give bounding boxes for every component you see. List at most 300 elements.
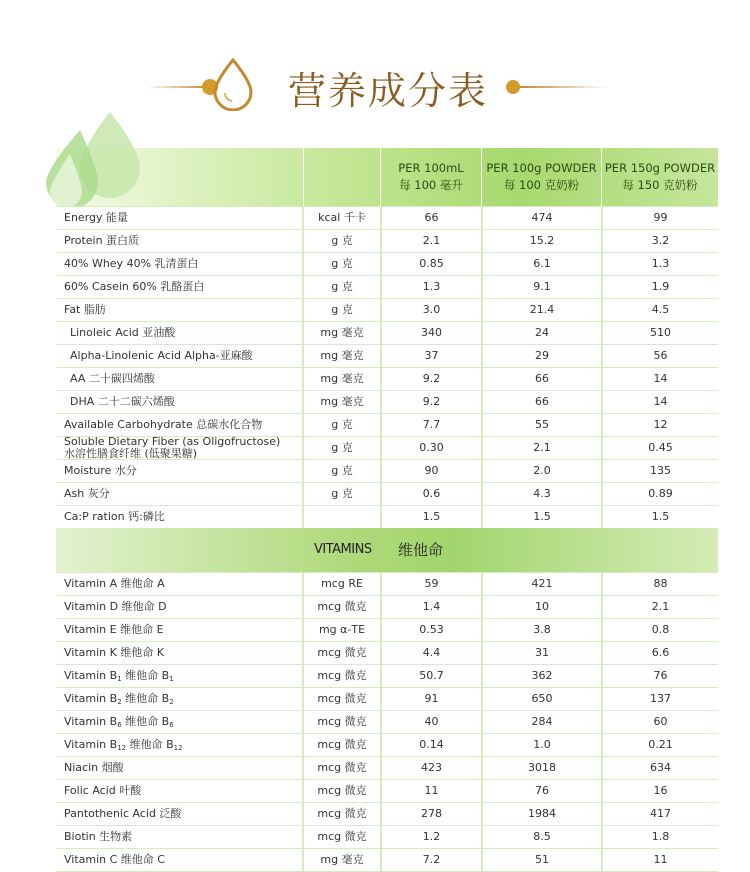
table-cell [603, 299, 718, 321]
table-row [56, 734, 718, 756]
table-row [56, 483, 718, 505]
value-cell: 650 [531, 692, 553, 705]
value-cell: 37 [424, 349, 439, 362]
table-cell [603, 483, 718, 505]
table-cell [382, 688, 481, 710]
nutrient-name: Fat 脂肪 [64, 303, 106, 316]
value-cell: 66 [424, 211, 439, 224]
table-cell [382, 460, 481, 482]
value-cell: 9.2 [422, 372, 441, 385]
table-row [56, 253, 718, 275]
nutrient-name: Pantothenic Acid 泛酸 [64, 807, 182, 820]
value-cell: 362 [531, 669, 553, 682]
table-cell [56, 345, 302, 367]
nutrient-name-zh: 水溶性膳食纤维 (低聚果糖) [64, 447, 198, 460]
table-cell [483, 391, 601, 413]
table-cell [382, 391, 481, 413]
value-cell: 340 [421, 326, 442, 339]
table-cell [483, 757, 601, 779]
table-cell [304, 849, 380, 871]
table-cell [483, 642, 601, 664]
unit-label: g 克 [331, 441, 353, 454]
table-cell [382, 803, 481, 825]
value-cell: 1.5 [651, 510, 670, 523]
nutrient-name [64, 665, 174, 687]
table-cell [483, 826, 601, 848]
subscript: 1 [117, 675, 122, 683]
value-cell: 135 [650, 464, 671, 477]
header-label-en: PER 150g POWDER [604, 161, 716, 175]
table-cell [304, 596, 380, 618]
table-row [56, 642, 718, 664]
unit-label: g 克 [331, 464, 353, 477]
value-cell: 3.2 [651, 234, 670, 247]
table-cell [603, 619, 718, 641]
unit-label: g 克 [331, 487, 353, 500]
nutrient-name: Energy 能量 [64, 211, 129, 224]
value-cell: 2.1 [651, 600, 670, 613]
value-cell: 1.3 [651, 257, 670, 270]
table-cell [56, 711, 302, 733]
table-cell [382, 573, 481, 595]
green-drops-icon [40, 110, 150, 210]
table-cell [382, 780, 481, 802]
subscript: 12 [173, 744, 183, 752]
nutrient-name: AA 二十碳四烯酸 [70, 372, 155, 385]
table-cell [603, 345, 718, 367]
value-cell: 278 [421, 807, 442, 820]
table-cell [483, 368, 601, 390]
table-cell [603, 253, 718, 275]
unit-label: mcg 微克 [317, 715, 367, 728]
table-row [56, 460, 718, 482]
table-cell [603, 506, 718, 528]
table-cell [56, 506, 302, 528]
value-cell: 7.2 [422, 853, 441, 866]
value-cell: 0.30 [419, 441, 444, 454]
unit-label [304, 506, 380, 528]
table-cell [56, 230, 302, 252]
value-cell: 2.1 [422, 234, 441, 247]
unit-label: kcal 千卡 [318, 211, 366, 224]
table-cell [603, 230, 718, 252]
value-cell: 0.89 [648, 487, 673, 500]
value-cell: 0.85 [419, 257, 444, 270]
unit-label: mcg 微克 [317, 761, 367, 774]
value-cell: 11 [653, 853, 668, 866]
table-row [56, 506, 718, 528]
table-cell [304, 299, 380, 321]
table-cell [382, 665, 481, 687]
table-row [56, 711, 718, 733]
table-cell [603, 711, 718, 733]
value-cell: 3.8 [533, 623, 551, 636]
table-row [56, 299, 718, 321]
unit-label: mg 毫克 [320, 326, 364, 339]
table-row [56, 780, 718, 802]
table-cell [382, 596, 481, 618]
decor-dot-right [506, 80, 520, 94]
table-cell [603, 414, 718, 436]
table-cell [483, 322, 601, 344]
nutrient-name: Alpha-Linolenic Acid Alpha-亚麻酸 [70, 349, 253, 362]
table-row [56, 391, 718, 413]
table-cell [56, 849, 302, 871]
table-cell [56, 665, 302, 687]
subscript: 12 [117, 744, 127, 752]
unit-label: mcg 微克 [317, 784, 367, 797]
value-cell: 14 [653, 372, 668, 385]
table-cell [56, 276, 302, 298]
table-cell [603, 437, 718, 459]
table-cell [483, 483, 601, 505]
table-cell [56, 391, 302, 413]
subscript: 6 [169, 721, 174, 729]
header-label-zh: 每 150 克奶粉 [622, 178, 698, 192]
nutrient-name: Vitamin E 维他命 E [64, 623, 164, 636]
table-row [56, 230, 718, 252]
table-cell [56, 322, 302, 344]
table-row [56, 596, 718, 618]
unit-label: mcg RE [321, 577, 363, 590]
value-cell: 1.3 [422, 280, 441, 293]
nutrient-name: DHA 二十二碳六烯酸 [70, 395, 175, 408]
table-cell [483, 506, 601, 528]
table-cell [382, 207, 481, 229]
table-cell [483, 414, 601, 436]
value-cell: 4.4 [422, 646, 441, 659]
table-row [56, 368, 718, 390]
unit-label: mcg 微克 [317, 738, 367, 751]
table-row [56, 276, 718, 298]
nutrient-name-part: 维他命 B [121, 669, 170, 682]
unit-label: mcg 微克 [317, 600, 367, 613]
vitamins-section-band [56, 528, 718, 572]
table-cell [483, 253, 601, 275]
table-cell [483, 803, 601, 825]
nutrient-name-part: 维他命 B [121, 692, 170, 705]
table-row [56, 849, 718, 871]
table-row [56, 803, 718, 825]
table-cell [56, 688, 302, 710]
decor-line-left [146, 86, 208, 88]
table-row [56, 573, 718, 595]
table-cell [304, 276, 380, 298]
table-cell [56, 299, 302, 321]
table-cell [56, 619, 302, 641]
table-cell [382, 826, 481, 848]
value-cell: 423 [421, 761, 442, 774]
table-cell [382, 757, 481, 779]
value-cell: 474 [531, 211, 553, 224]
table-cell [603, 803, 718, 825]
value-cell: 50.7 [419, 669, 444, 682]
nutrient-name-part: Vitamin B [64, 692, 118, 705]
table-cell [56, 734, 302, 756]
table-cell [56, 642, 302, 664]
value-cell: 6.6 [651, 646, 670, 659]
table-cell [603, 322, 718, 344]
table-cell [483, 688, 601, 710]
nutrient-name-part: Vitamin B [64, 715, 118, 728]
value-cell: 0.45 [648, 441, 673, 454]
value-cell: 0.53 [419, 623, 444, 636]
unit-label: g 克 [331, 280, 353, 293]
table-cell [304, 460, 380, 482]
header-label-en: PER 100mL [398, 161, 464, 175]
nutrient-name: Biotin 生物素 [64, 830, 133, 843]
table-cell [382, 506, 481, 528]
nutrient-name: Soluble Dietary Fiber (as Oligofructose) [64, 435, 281, 448]
table-row [56, 619, 718, 641]
table-cell [603, 368, 718, 390]
value-cell: 2.0 [533, 464, 551, 477]
table-cell [382, 299, 481, 321]
value-cell: 56 [653, 349, 668, 362]
unit-label: mcg 微克 [317, 669, 367, 682]
table-cell [304, 665, 380, 687]
header-per-100g [482, 148, 601, 206]
unit-label: g 克 [331, 418, 353, 431]
value-cell: 6.1 [533, 257, 551, 270]
nutrient-name: Vitamin D 维他命 D [64, 600, 167, 613]
table-cell [304, 437, 380, 459]
vitamins-title-zh: 维他命 [398, 541, 444, 559]
table-cell [483, 849, 601, 871]
value-cell: 3.0 [422, 303, 441, 316]
unit-label: mcg 微克 [317, 646, 367, 659]
table-cell [603, 642, 718, 664]
table-cell [304, 573, 380, 595]
unit-label: mg 毫克 [320, 395, 364, 408]
table-cell [483, 276, 601, 298]
value-cell: 14 [653, 395, 668, 408]
value-cell: 55 [535, 418, 549, 431]
table-cell [304, 757, 380, 779]
table-cell [304, 688, 380, 710]
table-row [56, 437, 718, 459]
value-cell: 9.2 [422, 395, 441, 408]
subscript: 2 [169, 698, 174, 706]
value-cell: 421 [531, 577, 553, 590]
value-cell: 12 [653, 418, 668, 431]
value-cell: 4.5 [651, 303, 670, 316]
value-cell: 7.7 [422, 418, 441, 431]
header-label-zh: 每 100 克奶粉 [503, 178, 580, 192]
value-cell: 29 [535, 349, 549, 362]
table-cell [56, 460, 302, 482]
value-cell: 99 [653, 211, 668, 224]
unit-label: mcg 微克 [317, 807, 367, 820]
unit-label: mg 毫克 [320, 853, 364, 866]
table-cell [603, 207, 718, 229]
value-cell: 2.1 [533, 441, 551, 454]
table-cell [304, 322, 380, 344]
nutrient-name: Available Carbohydrate 总碳水化合物 [64, 418, 263, 431]
nutrient-name [64, 711, 174, 733]
table-row [56, 688, 718, 710]
decor-line-right [520, 86, 608, 88]
value-cell: 0.8 [651, 623, 670, 636]
value-cell: 0.14 [419, 738, 444, 751]
table-cell [603, 460, 718, 482]
table-cell [304, 368, 380, 390]
table-cell [304, 207, 380, 229]
value-cell: 137 [650, 692, 671, 705]
table-cell [483, 460, 601, 482]
value-cell: 0.6 [422, 487, 441, 500]
table-cell [603, 391, 718, 413]
table-cell [304, 826, 380, 848]
table-cell [56, 414, 302, 436]
table-cell [382, 437, 481, 459]
value-cell: 40 [424, 715, 439, 728]
value-cell: 31 [535, 646, 549, 659]
unit-label: g 克 [331, 257, 353, 270]
table-cell [304, 391, 380, 413]
value-cell: 8.5 [533, 830, 551, 843]
table-cell [603, 596, 718, 618]
value-cell: 1.5 [533, 510, 551, 523]
table-cell [603, 573, 718, 595]
value-cell: 51 [535, 853, 549, 866]
table-row [56, 757, 718, 779]
table-cell [304, 780, 380, 802]
value-cell: 59 [424, 577, 439, 590]
table-cell [56, 253, 302, 275]
table-cell [56, 596, 302, 618]
table-cell [382, 276, 481, 298]
table-cell [382, 368, 481, 390]
nutrient-name [64, 688, 174, 710]
value-cell: 21.4 [529, 303, 555, 316]
table-cell [483, 619, 601, 641]
table-cell [304, 506, 380, 528]
value-cell: 1.2 [422, 830, 441, 843]
nutrient-name: 60% Casein 60% 乳酪蛋白 [64, 280, 205, 293]
table-cell [382, 619, 481, 641]
value-cell: 88 [653, 577, 668, 590]
table-cell [56, 573, 302, 595]
table-cell [603, 276, 718, 298]
table-cell [483, 230, 601, 252]
nutrient-name: Ash 灰分 [64, 487, 110, 500]
table-cell [304, 253, 380, 275]
nutrient-name: Niacin 烟酸 [64, 761, 124, 774]
table-cell [483, 345, 601, 367]
table-cell [483, 573, 601, 595]
value-cell: 91 [424, 692, 439, 705]
table-cell [483, 207, 601, 229]
table-cell [304, 803, 380, 825]
table-cell [483, 437, 601, 459]
table-cell [304, 230, 380, 252]
table-row [56, 665, 718, 687]
unit-label: mcg 微克 [317, 692, 367, 705]
nutrient-name-part: Vitamin B [64, 669, 118, 682]
table-cell [603, 688, 718, 710]
table-cell [603, 757, 718, 779]
value-cell: 417 [650, 807, 671, 820]
vitamins-title-en: VITAMINS [314, 542, 372, 557]
value-cell: 9.1 [533, 280, 551, 293]
table-cell [304, 642, 380, 664]
nutrient-name: Folic Acid 叶酸 [64, 784, 142, 797]
nutrient-name: Moisture 水分 [64, 464, 137, 477]
table-cell [603, 734, 718, 756]
table-row [56, 414, 718, 436]
value-cell: 90 [424, 464, 439, 477]
table-cell [304, 619, 380, 641]
table-row [56, 345, 718, 367]
table-cell [603, 665, 718, 687]
page-title: 营养成分表 [288, 69, 489, 113]
nutrient-name [64, 734, 183, 756]
subscript: 6 [117, 721, 122, 729]
table-cell [603, 849, 718, 871]
table-cell [483, 734, 601, 756]
value-cell: 1.4 [422, 600, 441, 613]
table-cell [304, 734, 380, 756]
value-cell: 634 [650, 761, 671, 774]
table-cell [382, 849, 481, 871]
value-cell: 510 [650, 326, 671, 339]
value-cell: 1.5 [422, 510, 441, 523]
table-cell [304, 345, 380, 367]
unit-label: mg α-TE [318, 623, 366, 636]
unit-label: mg 毫克 [320, 349, 364, 362]
nutrient-name: Vitamin C 维他命 C [64, 853, 165, 866]
table-row [56, 322, 718, 344]
value-cell: 1.8 [651, 830, 670, 843]
table-cell [382, 711, 481, 733]
subscript: 1 [169, 675, 174, 683]
value-cell: 11 [424, 784, 439, 797]
nutrient-name: Ca:P ration 钙:磷比 [64, 510, 165, 523]
value-cell: 1.9 [651, 280, 670, 293]
value-cell: 1984 [528, 807, 556, 820]
table-cell [603, 826, 718, 848]
table-cell [382, 253, 481, 275]
value-cell: 3018 [528, 761, 556, 774]
nutrient-name: Vitamin A 维他命 A [64, 577, 165, 590]
nutrient-name: Linoleic Acid 亚油酸 [70, 326, 176, 339]
table-cell [56, 437, 302, 459]
header-label-zh: 每 100 毫升 [399, 178, 463, 192]
header-per-150g [602, 148, 718, 206]
table-cell [382, 642, 481, 664]
table-cell [304, 414, 380, 436]
table-cell [56, 780, 302, 802]
gold-drop-icon [210, 57, 256, 111]
subscript: 2 [117, 698, 122, 706]
table-cell [603, 780, 718, 802]
value-cell: 16 [653, 784, 668, 797]
table-cell [56, 207, 302, 229]
header-per-100ml [381, 148, 481, 206]
table-cell [304, 711, 380, 733]
table-cell [483, 299, 601, 321]
table-cell [304, 483, 380, 505]
table-cell [56, 826, 302, 848]
nutrient-name: Protein 蛋白质 [64, 234, 140, 247]
value-cell: 4.3 [533, 487, 551, 500]
table-cell [382, 230, 481, 252]
value-cell: 66 [535, 395, 549, 408]
nutrient-name: 40% Whey 40% 乳清蛋白 [64, 257, 199, 270]
table-cell [382, 322, 481, 344]
table-cell [56, 368, 302, 390]
